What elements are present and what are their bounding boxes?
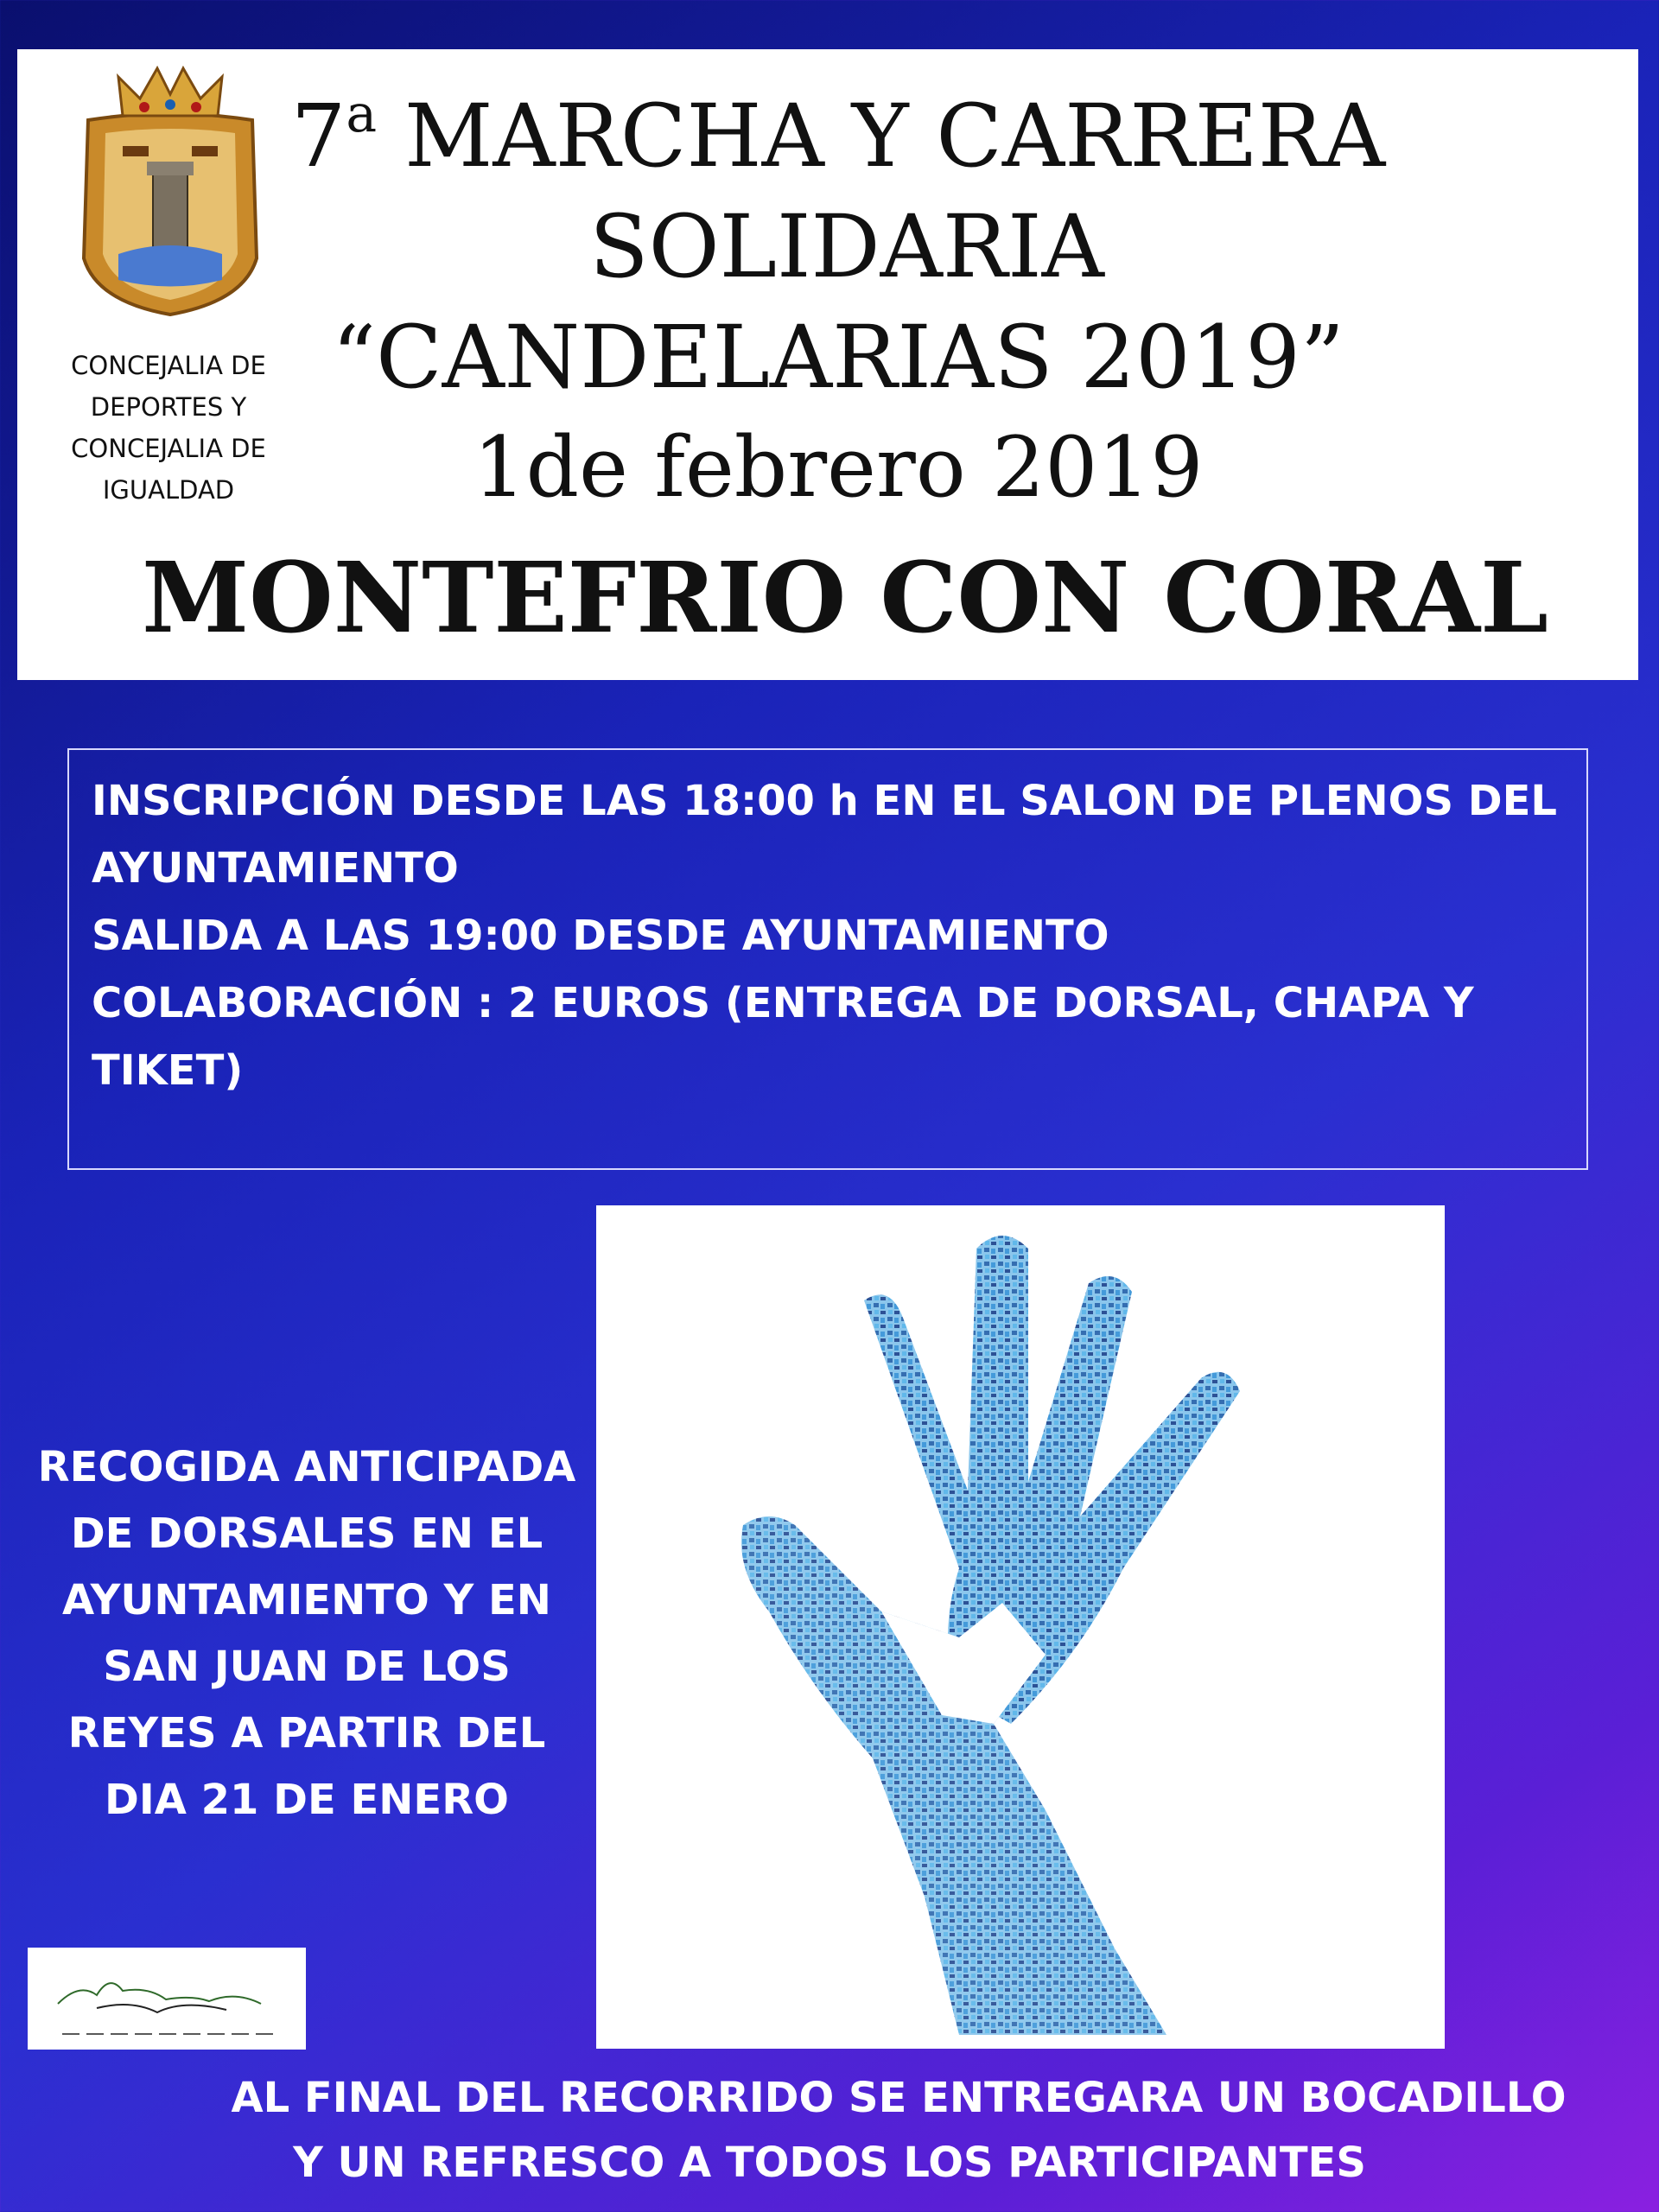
title-number: 7 <box>290 86 346 187</box>
hands-illustration <box>596 1205 1445 2049</box>
recogida-line: DIA 21 DE ENERO <box>105 1776 509 1824</box>
recogida-line: REYES A PARTIR DEL <box>67 1709 546 1758</box>
title-ordinal: a <box>346 84 378 144</box>
footer-line1: AL FINAL DEL RECORRIDO SE ENTREGARA UN BOCADILLO <box>231 2074 1567 2122</box>
montefrio-logo <box>28 1948 306 2050</box>
recogida-line: AYUNTAMIENTO Y EN <box>62 1576 551 1624</box>
montefrio-logo-icon <box>28 1948 306 2050</box>
recogida-text <box>17 1434 596 1834</box>
info-line: TIKET) <box>92 1046 244 1095</box>
recogida-line: RECOGIDA ANTICIPADA <box>37 1443 576 1491</box>
info-line: COLABORACIÓN : 2 EUROS (ENTREGA DE DORSAL, CHAPA Y <box>92 979 1474 1027</box>
concejalia-line: IGUALDAD <box>102 475 235 505</box>
info-line: AYUNTAMIENTO <box>92 844 459 893</box>
concejalia-line: CONCEJALIA DE <box>71 351 266 380</box>
footer-line2: Y UN REFRESCO A TODOS LOS PARTICIPANTES <box>293 2139 1366 2187</box>
concejalia-line: DEPORTES Y <box>90 392 247 422</box>
event-title-line3: “CANDELARIAS 2019” <box>331 307 1345 408</box>
event-date: 1de febrero 2019 <box>473 419 1204 516</box>
info-line: SALIDA A LAS 19:00 DESDE AYUNTAMIENTO <box>92 912 1109 960</box>
event-title-line2: SOLIDARIA <box>589 196 1104 297</box>
event-subtitle: MONTEFRIO CON CORAL <box>142 542 1548 655</box>
recogida-line: SAN JUAN DE LOS <box>103 1643 511 1691</box>
event-title-line1 <box>69 84 1607 187</box>
helping-hands-icon <box>596 1205 1445 2049</box>
info-box <box>67 748 1588 1170</box>
title-text: MARCHA Y CARRERA <box>377 86 1386 187</box>
concejalia-line: CONCEJALIA DE <box>71 434 266 463</box>
header-panel <box>17 49 1638 680</box>
recogida-line: DE DORSALES EN EL <box>70 1510 543 1558</box>
info-line: INSCRIPCIÓN DESDE LAS 18:00 h EN EL SALON DE PLENOS DEL <box>92 777 1557 825</box>
